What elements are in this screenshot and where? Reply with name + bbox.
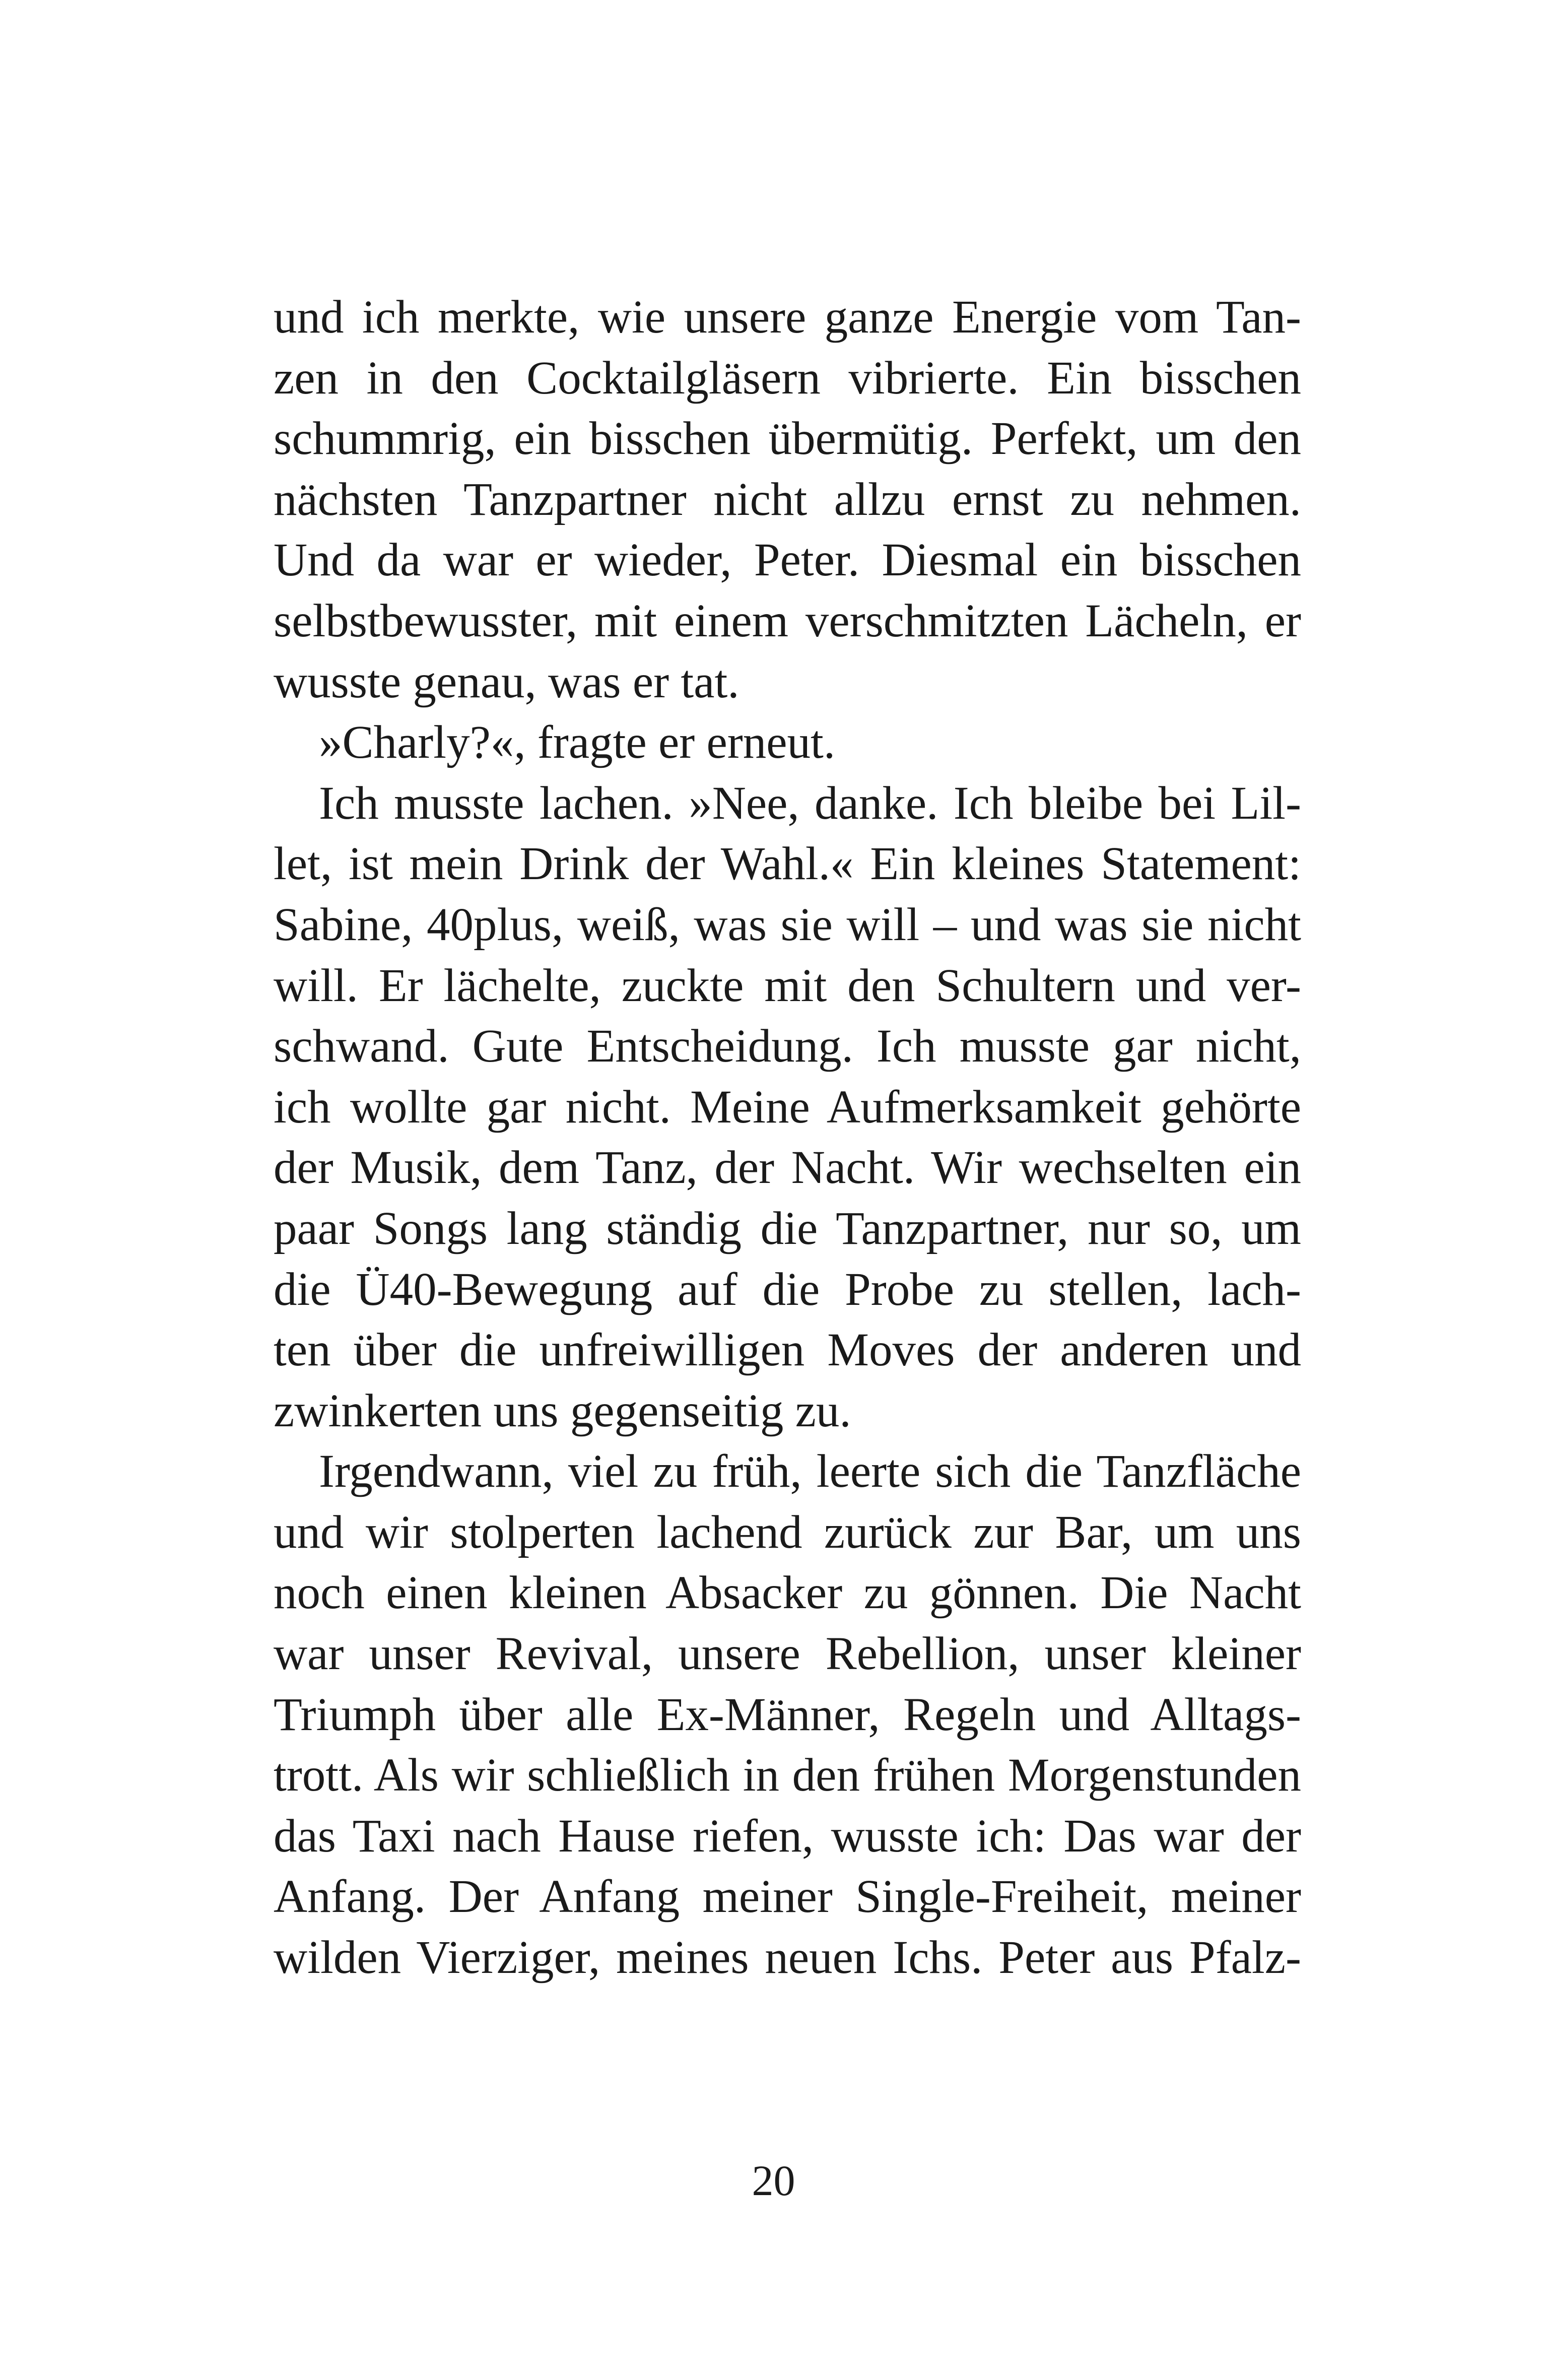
text-line: Triumph über alle Ex-Männer, Regeln und Alltags-	[274, 1688, 1301, 1741]
text-line: und wir stolperten lachend zurück zur Bar, um uns	[274, 1506, 1301, 1558]
text-line: Anfang. Der Anfang meiner Single-Freiheit, meiner	[274, 1871, 1301, 1923]
text-line: ten über die unfreiwilligen Moves der anderen und	[274, 1324, 1301, 1376]
text-line: Ich musste lachen. »Nee, danke. Ich bleibe bei Lil-	[319, 777, 1301, 829]
text-line: trott. Als wir schließlich in den frühen Morgenstunden	[274, 1749, 1301, 1802]
text-line: selbstbewusster, mit einem verschmitzten Lächeln, er	[274, 594, 1301, 647]
text-line: wilden Vierziger, meines neuen Ichs. Peter aus Pfalz-	[274, 1932, 1301, 1984]
text-line: Sabine, 40plus, weiß, was sie will – und was sie nicht	[274, 898, 1301, 951]
text-line: zwinkerten uns gegenseitig zu.	[274, 1384, 851, 1437]
text-line: noch einen kleinen Absacker zu gönnen. Die Nacht	[274, 1567, 1301, 1619]
text-line: Irgendwann, viel zu früh, leerte sich die Tanzfläche	[319, 1445, 1301, 1498]
text-line: das Taxi nach Hause riefen, wusste ich: Das war der	[274, 1810, 1301, 1862]
text-line: zen in den Cocktailgläsern vibrierte. Ein bisschen	[274, 352, 1301, 404]
text-line: schwand. Gute Entscheidung. Ich musste gar nicht,	[274, 1020, 1301, 1073]
text-line: war unser Revival, unsere Rebellion, unser kleiner	[274, 1628, 1301, 1680]
text-line: paar Songs lang ständig die Tanzpartner, nur so, um	[274, 1202, 1301, 1254]
text-line: will. Er lächelte, zuckte mit den Schultern und ver-	[274, 959, 1301, 1012]
text-line: wusste genau, was er tat.	[274, 655, 739, 708]
text-line: »Charly?«, fragte er erneut.	[319, 716, 836, 769]
text-line: nächsten Tanzpartner nicht allzu ernst zu nehmen.	[274, 473, 1301, 525]
text-line: ich wollte gar nicht. Meine Aufmerksamkeit gehörte	[274, 1081, 1301, 1133]
text-line: schummrig, ein bisschen übermütig. Perfekt, um den	[274, 413, 1301, 465]
text-line: der Musik, dem Tanz, der Nacht. Wir wechselten ein	[274, 1142, 1301, 1194]
text-line: let, ist mein Drink der Wahl.« Ein kleines Statement:	[274, 838, 1301, 890]
page-number: 20	[752, 2156, 795, 2205]
body-text	[274, 287, 1301, 1989]
text-line: Und da war er wieder, Peter. Diesmal ein bisschen	[274, 534, 1301, 586]
text-line: und ich merkte, wie unsere ganze Energie vom Tan-	[274, 291, 1301, 343]
text-line: die Ü40-Bewegung auf die Probe zu stellen, lach-	[274, 1263, 1301, 1315]
